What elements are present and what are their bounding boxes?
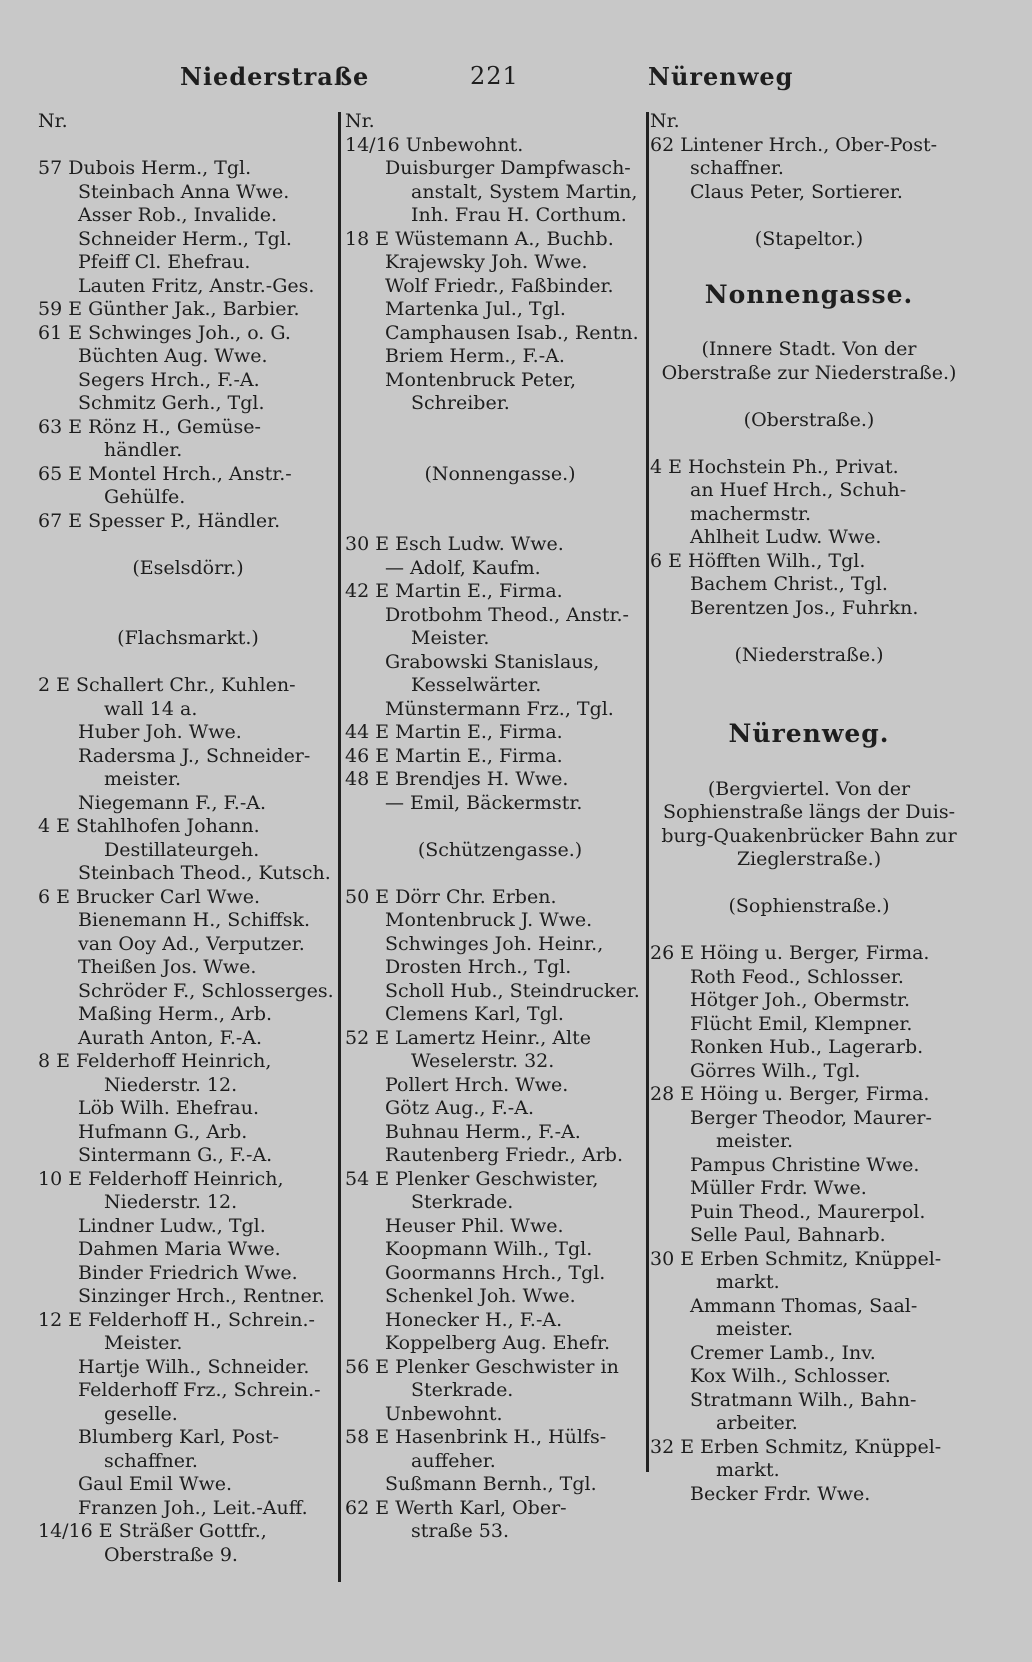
directory-entry: Berger Theodor, Maurer- — [690, 1106, 932, 1129]
cross-street-note: (Eselsdörr.) — [132, 556, 244, 579]
directory-entry: 28 E Höing u. Berger, Firma. — [650, 1083, 930, 1105]
directory-entry: 61 E Schwinges Joh., o. G. — [38, 321, 291, 344]
directory-entry — [345, 510, 655, 534]
directory-entry: Clemens Karl, Tgl. — [385, 1003, 564, 1025]
directory-entry: Ahlheit Ludw. Wwe. — [690, 526, 882, 548]
directory-entry: Schenkel Joh. Wwe. — [385, 1285, 576, 1307]
directory-entry: an Huef Hrch., Schuh- — [690, 479, 907, 501]
directory-entry: Buhnau Herm., F.-A. — [385, 1120, 581, 1143]
cross-street-note: Sophienstraße längs der Duis- — [662, 801, 956, 823]
directory-entry: Goormanns Hrch., Tgl. — [385, 1261, 606, 1284]
directory-entry: 54 E Plenker Geschwister, — [345, 1167, 599, 1190]
directory-entry: van Ooy Ad., Verputzer. — [78, 932, 305, 955]
directory-entry: Sterkrade. — [411, 1191, 514, 1213]
directory-entry — [650, 204, 968, 228]
cross-street-note: (Niederstraße.) — [734, 643, 884, 666]
directory-entry: 59 E Günther Jak., Barbier. — [38, 298, 300, 320]
directory-entry: Blumberg Karl, Post- — [78, 1426, 280, 1448]
directory-entry: Scholl Hub., Steindrucker. — [385, 979, 640, 1002]
directory-entry: Segers Hrch., F.-A. — [78, 368, 260, 391]
directory-entry: Briem Herm., F.-A. — [385, 345, 565, 367]
directory-entry: Krajewsky Joh. Wwe. — [385, 251, 588, 273]
directory-entry: Pfeiff Cl. Ehefrau. — [78, 251, 251, 273]
directory-entry — [345, 416, 655, 440]
directory-entry: Steinbach Theod., Kutsch. — [78, 862, 331, 884]
cross-street-note: Zieglerstraße.) — [736, 848, 882, 870]
directory-entry: Puin Theod., Maurerpol. — [690, 1200, 926, 1223]
directory-entry: markt. — [716, 1459, 780, 1481]
directory-entry: 62 Lintener Hrch., Ober-Post- — [650, 133, 938, 156]
directory-entry: Nr. — [38, 110, 68, 132]
directory-entry: meister. — [716, 1130, 794, 1152]
directory-entry: Heuser Phil. Wwe. — [385, 1214, 564, 1237]
directory-entry: Camphausen Isab., Rentn. — [385, 321, 639, 344]
cross-street-note: (Flachsmarkt.) — [117, 627, 259, 649]
directory-entry: 6 E Höfften Wilh., Tgl. — [650, 549, 866, 572]
directory-entry: Schreiber. — [411, 392, 510, 414]
directory-entry: geselle. — [104, 1402, 178, 1425]
directory-entry: Radersma J., Schneider- — [78, 744, 311, 767]
directory-entry: 57 Dubois Herm., Tgl. — [38, 157, 252, 179]
directory-entry: Asser Rob., Invalide. — [78, 204, 278, 226]
directory-entry — [345, 862, 655, 886]
directory-entry: 48 E Brendjes H. Wwe. — [345, 768, 569, 790]
directory-entry: Wolf Friedr., Faßbinder. — [385, 274, 614, 297]
directory-entry: Koppelberg Aug. Ehefr. — [385, 1332, 611, 1354]
directory-entry: Lauten Fritz, Anstr.-Ges. — [78, 274, 315, 297]
directory-entry: Schwinges Joh. Heinr., — [385, 932, 604, 955]
directory-entry: Niederstr. 12. — [104, 1191, 238, 1213]
directory-entry: 14/16 E Sträßer Gottfr., — [38, 1520, 267, 1542]
directory-entry: Bachem Christ., Tgl. — [690, 573, 888, 595]
directory-entry: Dahmen Maria Wwe. — [78, 1238, 281, 1260]
directory-entry — [650, 251, 968, 275]
directory-entry: 52 E Lamertz Heinr., Alte — [345, 1026, 592, 1049]
directory-entry — [38, 533, 338, 557]
directory-entry: 56 E Plenker Geschwister in — [345, 1355, 619, 1378]
directory-entry: 58 E Hasenbrink H., Hülfs- — [345, 1426, 607, 1448]
directory-entry: schaffner. — [690, 157, 784, 179]
directory-entry: Flücht Emil, Klempner. — [690, 1012, 913, 1035]
cross-street-note: (Schützengasse.) — [417, 838, 583, 861]
directory-entry: 26 E Höing u. Berger, Firma. — [650, 942, 930, 964]
directory-entry — [650, 919, 968, 943]
directory-entry: straße 53. — [411, 1520, 509, 1542]
page-number: 221 — [470, 62, 519, 90]
directory-entry: Lindner Ludw., Tgl. — [78, 1214, 266, 1237]
column-rule-left — [338, 112, 341, 1582]
cross-street-note: (Stapeltor.) — [754, 227, 864, 250]
directory-entry: Ammann Thomas, Saal- — [690, 1294, 918, 1317]
directory-entry: schaffner. — [104, 1449, 198, 1472]
directory-entry: 4 E Hochstein Ph., Privat. — [650, 455, 899, 478]
directory-entry: Kox Wilh., Schlosser. — [690, 1365, 891, 1387]
directory-entry: Sterkrade. — [411, 1379, 514, 1401]
directory-entry — [650, 620, 968, 644]
directory-entry: Hötger Joh., Obermstr. — [690, 989, 911, 1011]
directory-entry: Becker Frdr. Wwe. — [690, 1482, 871, 1505]
cross-street-note: burg-Quakenbrücker Bahn zur — [661, 824, 957, 847]
header-left-street: Niederstraße — [180, 62, 370, 91]
directory-entry: Gehülfe. — [104, 486, 186, 508]
directory-entry: Steinbach Anna Wwe. — [78, 180, 290, 203]
directory-entry: 50 E Dörr Chr. Erben. — [345, 885, 557, 908]
directory-entry: Münstermann Frz., Tgl. — [385, 697, 614, 720]
directory-entry: Berentzen Jos., Fuhrkn. — [690, 596, 919, 619]
directory-entry: Duisburger Dampfwasch- — [385, 157, 631, 179]
directory-entry: meister. — [104, 768, 182, 790]
directory-entry: 65 E Montel Hrch., Anstr.- — [38, 462, 292, 485]
directory-entry: Grabowski Stanislaus, — [385, 650, 600, 673]
column-left — [38, 110, 338, 1567]
directory-entry — [38, 134, 338, 158]
directory-entry: Schmitz Gerh., Tgl. — [78, 392, 265, 414]
directory-entry — [345, 439, 655, 463]
directory-entry: Maßing Herm., Arb. — [78, 1003, 273, 1025]
directory-entry: Koopmann Wilh., Tgl. — [385, 1238, 593, 1260]
directory-entry: Destillateurgeh. — [104, 838, 260, 861]
directory-entry: Sintermann G., F.-A. — [78, 1144, 273, 1166]
directory-entry: Rautenberg Friedr., Arb. — [385, 1144, 623, 1166]
directory-entry: Nr. — [650, 110, 680, 132]
directory-entry: Huber Joh. Wwe. — [78, 721, 242, 743]
directory-entry: Martenka Jul., Tgl. — [385, 298, 566, 320]
directory-entry — [650, 872, 968, 896]
directory-entry: machermstr. — [690, 502, 811, 525]
directory-entry — [650, 691, 968, 715]
directory-entry: anstalt, System Martin, — [411, 180, 638, 203]
directory-entry: Pampus Christine Wwe. — [690, 1153, 920, 1176]
directory-entry — [38, 651, 338, 675]
directory-entry: Müller Frdr. Wwe. — [690, 1177, 867, 1199]
directory-entry: 4 E Stahlhofen Johann. — [38, 815, 260, 837]
directory-entry — [345, 815, 655, 839]
street-heading: Nürenweg. — [728, 719, 890, 748]
column-right — [650, 110, 968, 1506]
directory-entry: Schröder F., Schlosserges. — [78, 979, 334, 1002]
directory-entry: Bienemann H., Schiffsk. — [78, 909, 311, 931]
directory-entry: 8 E Felderhoff Heinrich, — [38, 1050, 272, 1072]
directory-entry: Götz Aug., F.-A. — [385, 1097, 534, 1119]
directory-entry: Weselerstr. 32. — [411, 1050, 555, 1072]
directory-entry: Ronken Hub., Lagerarb. — [690, 1036, 924, 1058]
directory-entry: 18 E Wüstemann A., Buchb. — [345, 227, 614, 250]
directory-entry: arbeiter. — [716, 1412, 798, 1434]
directory-entry: Löb Wilh. Ehefrau. — [78, 1097, 259, 1119]
directory-entry: Montenbruck J. Wwe. — [385, 909, 593, 931]
directory-entry: Stratmann Wilh., Bahn- — [690, 1388, 917, 1411]
directory-entry — [650, 754, 968, 778]
directory-entry: Meister. — [411, 627, 490, 649]
directory-entry: — Adolf, Kaufm. — [385, 556, 541, 579]
directory-entry — [650, 432, 968, 456]
directory-entry — [38, 580, 338, 604]
directory-entry: 62 E Werth Karl, Ober- — [345, 1496, 567, 1519]
directory-entry: 2 E Schallert Chr., Kuhlen- — [38, 674, 296, 696]
cross-street-note: Oberstraße zur Niederstraße.) — [661, 361, 957, 384]
directory-entry: 30 E Erben Schmitz, Knüppel- — [650, 1247, 942, 1270]
cross-street-note: (Sophienstraße.) — [728, 895, 890, 917]
directory-entry: Theißen Jos. Wwe. — [78, 956, 257, 978]
directory-entry: Niederstr. 12. — [104, 1073, 238, 1096]
street-heading: Nonnengasse. — [704, 279, 914, 309]
cross-street-note: (Innere Stadt. Von der — [701, 338, 917, 360]
directory-entry — [345, 486, 655, 510]
directory-entry: Selle Paul, Bahnarb. — [690, 1224, 886, 1246]
directory-entry: 30 E Esch Ludw. Wwe. — [345, 533, 564, 555]
directory-entry: 6 E Brucker Carl Wwe. — [38, 885, 260, 908]
directory-entry: Hartje Wilh., Schneider. — [78, 1355, 310, 1378]
directory-entry: Franzen Joh., Leit.-Auff. — [78, 1496, 308, 1519]
directory-entry: Honecker H., F.-A. — [385, 1308, 563, 1331]
directory-entry: Sußmann Bernh., Tgl. — [385, 1473, 597, 1495]
cross-street-note: (Bergviertel. Von der — [707, 777, 911, 800]
directory-entry: Meister. — [104, 1332, 183, 1354]
directory-entry: Unbewohnt. — [385, 1402, 503, 1425]
directory-entry: Pollert Hrch. Wwe. — [385, 1073, 569, 1096]
directory-entry: Sinzinger Hrch., Rentner. — [78, 1285, 325, 1307]
directory-entry: 12 E Felderhoff H., Schrein.- — [38, 1308, 315, 1331]
directory-entry: 44 E Martin E., Firma. — [345, 721, 563, 743]
directory-entry — [38, 604, 338, 628]
directory-entry: Kesselwärter. — [411, 674, 542, 696]
column-middle — [345, 110, 655, 1544]
directory-entry: 14/16 Unbewohnt. — [345, 133, 524, 156]
directory-entry: Cremer Lamb., Inv. — [690, 1341, 876, 1364]
directory-entry: Nr. — [345, 110, 375, 132]
directory-entry: Drotbohm Theod., Anstr.- — [385, 603, 629, 626]
directory-entry: 10 E Felderhoff Heinrich, — [38, 1167, 284, 1190]
directory-entry — [650, 667, 968, 691]
directory-entry: Gaul Emil Wwe. — [78, 1473, 233, 1495]
directory-entry: markt. — [716, 1271, 780, 1293]
directory-entry: meister. — [716, 1318, 794, 1340]
directory-entry: Felderhoff Frz., Schrein.- — [78, 1379, 321, 1401]
directory-entry: 32 E Erben Schmitz, Knüppel- — [650, 1435, 942, 1458]
cross-street-note: (Nonnengasse.) — [424, 462, 576, 485]
directory-entry — [650, 385, 968, 409]
directory-entry: Binder Friedrich Wwe. — [78, 1261, 298, 1284]
directory-entry: Drosten Hrch., Tgl. — [385, 956, 572, 978]
header-right-street: Nürenweg — [648, 62, 794, 91]
directory-entry: — Emil, Bäckermstr. — [385, 791, 583, 814]
directory-entry: Inh. Frau H. Corthum. — [411, 204, 627, 226]
directory-entry: Hufmann G., Arb. — [78, 1120, 248, 1143]
directory-entry: Büchten Aug. Wwe. — [78, 345, 268, 367]
directory-entry: wall 14 a. — [104, 697, 198, 720]
directory-entry: 67 E Spesser P., Händler. — [38, 509, 281, 532]
directory-entry: 42 E Martin E., Firma. — [345, 580, 563, 602]
directory-entry: Schneider Herm., Tgl. — [78, 227, 292, 250]
directory-entry: Niegemann F., F.-A. — [78, 791, 266, 814]
directory-entry: 63 E Rönz H., Gemüse- — [38, 415, 261, 438]
cross-street-note: (Oberstraße.) — [743, 408, 875, 431]
directory-entry: Görres Wilh., Tgl. — [690, 1059, 861, 1082]
directory-entry: 46 E Martin E., Firma. — [345, 744, 563, 767]
directory-entry — [650, 315, 968, 339]
directory-entry: Montenbruck Peter, — [385, 368, 577, 391]
directory-entry: Oberstraße 9. — [104, 1543, 238, 1566]
directory-entry: auffeher. — [411, 1449, 496, 1472]
directory-entry: Roth Feod., Schlosser. — [690, 965, 904, 988]
directory-entry: Claus Peter, Sortierer. — [690, 180, 903, 203]
directory-entry: Aurath Anton, F.-A. — [78, 1026, 263, 1049]
directory-entry: händler. — [104, 439, 183, 461]
